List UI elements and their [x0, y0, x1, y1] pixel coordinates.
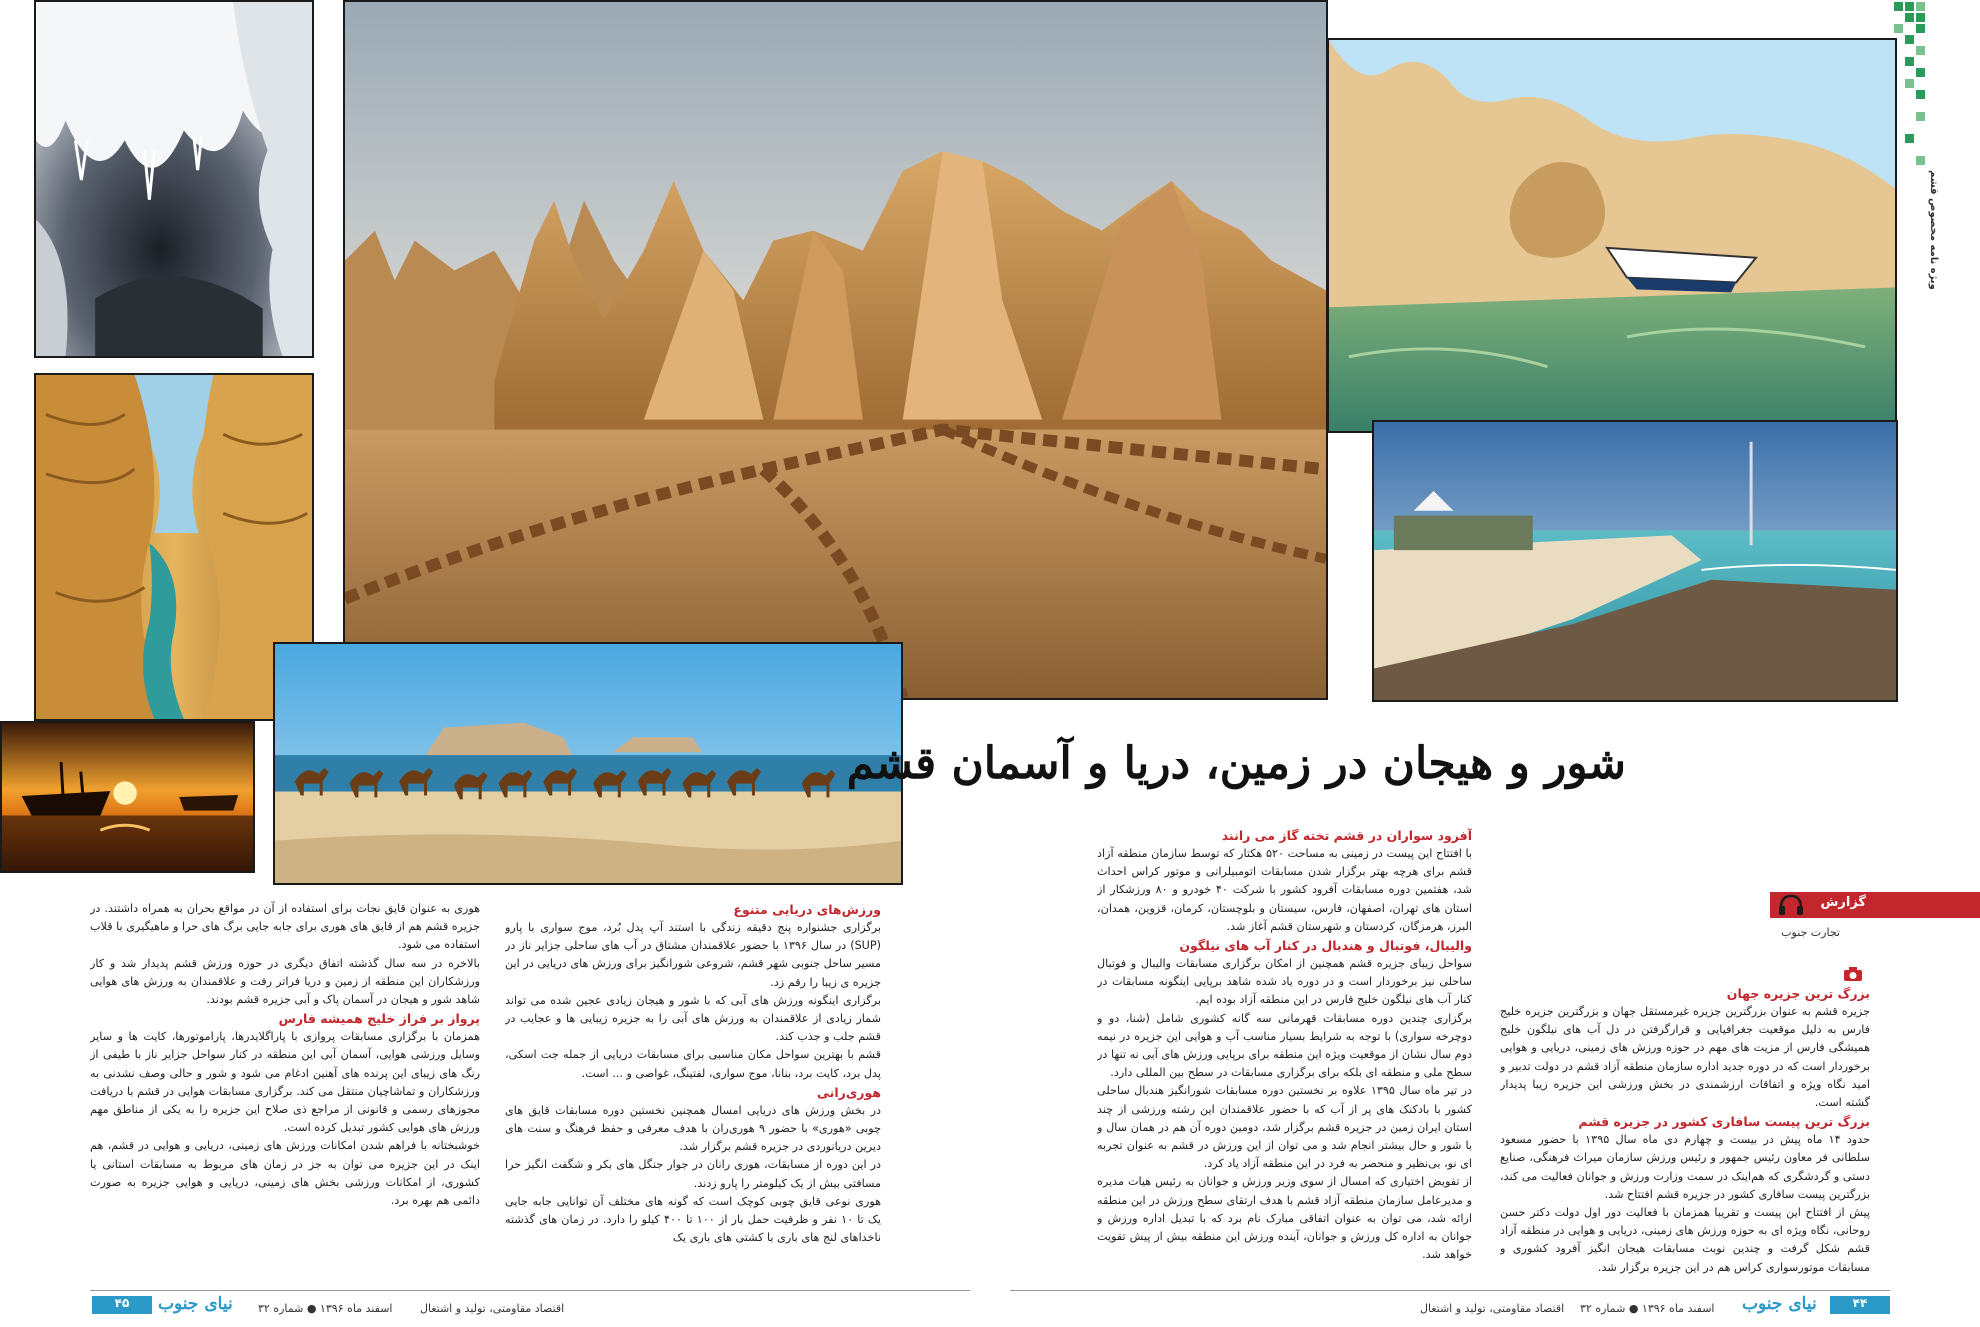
- article-source: تجارت جنوب: [1781, 926, 1840, 939]
- column-2: [1097, 826, 1472, 1284]
- section-header: [1770, 892, 1980, 922]
- paragraph: در تیر ماه سال ۱۳۹۵ علاوه بر نخستین دوره مسابقات شورانگیز هندبال ساحلی کشور با بادکنک های پر از آب که با حضور علاقمندان این رشته ورزشی از چند استان ایران زمین در جزیره قشم برگزار شد، دومین دوره آن هم در همان سال و با شور و حال بیشتر انجام شد و می توان از این ورزش در قشم به عنوان تجربه ای نو، بی‌نظیر و منحصر به فرد در این منطقه آزاد یاد کرد.: [1097, 1084, 1472, 1171]
- photo-shipwreck-sunset: [0, 721, 255, 873]
- paragraph: برگزاری اینگونه ورزش های آبی که با شور و هیجان زیادی عجین شده می تواند شمار زیادی از علاقمندان به ورزش های آبی را به جزیره زیبایی ها و عجایب در قشم جلب و جذب کند.: [505, 993, 881, 1044]
- paragraph: حدود ۱۴ ماه پیش در بیست و چهارم دی ماه سال ۱۳۹۵ با حضور مسعود سلطانی فر معاون رئیس جمهور و رئیس ورزش سازمان میراث فرهنگی، صنایع دستی و گردشگری که هم‌اینک در سمت وزارت ورزش و جوانان فعالیت می کند، بزرگترین پیست سافاری کشور در جزیره قشم افتتاح شد.: [1500, 1133, 1870, 1201]
- subheading: بزرگ ترین پیست سافاری کشور در جزیره قشم: [1578, 1114, 1870, 1130]
- rocky-coast-image: [1329, 40, 1895, 431]
- paragraph: سواحل زیبای جزیره قشم همچنین از امکان برگزاری مسابقات والیبال و فوتبال ساحلی نیز برخوردار است و در دوره یاد شده شاهد برپایی اینگونه مسابقات در کنار آب های نیلگون خلیج فارس در این منطقه آزاد بوده ایم.: [1097, 957, 1472, 1007]
- paragraph: خوشبختانه با فراهم شدن امکانات ورزش های زمینی، دریایی و هوایی در قشم، هم اینک در این جزیره می توان به جز در زمان های مربوط به مسابقات استانی یا کشوری، از امکانات ورزشی بخش های زمینی، دریایی و هوایی جزیره به صورت دائمی هم بهره برد.: [90, 1139, 480, 1208]
- footer-rule-right: [1010, 1290, 1890, 1291]
- paragraph: بالاخره در سه سال گذشته اتفاق دیگری در حوزه ورزش قشم پدیدار شد و کار ورزشکاران این منطقه از زمین و دریا فراتر رفت و علاقمندان به ورزش های هوایی شاهد شور و هیجان در آسمان پاک و آبی جزیره قشم بودند.: [90, 956, 480, 1007]
- subheading: ورزش‌های دریایی متنوع: [733, 902, 881, 917]
- section-label: گزارش: [1820, 895, 1866, 910]
- footer-slogan-right: اقتصاد مقاومتی، تولید و اشتغال: [1420, 1302, 1565, 1315]
- footer-issue-right: اسفند ماه ۱۳۹۶ ● شماره ۳۲: [1580, 1302, 1715, 1315]
- paragraph: برگزاری چندین دوره مسابقات قهرمانی سه گانه کشوری شامل (شنا، دو و دوچرخه سواری) با توجه به شرایط بسیار مناسب آب و هوایی این جزیره در نیمه دوم سال نشان از موقعیت ویژه این منطقه برای برپایی ورزش های آبی نه تنها در سطح ملی و منطقه ای بلکه برای برگزاری مسابقات در سطح بین المللی دارد.: [1097, 1011, 1472, 1080]
- photo-beach-resort: [1372, 420, 1898, 702]
- beach-resort-image: [1374, 422, 1896, 700]
- photo-canyon: [34, 373, 314, 721]
- paragraph: در بخش ورزش های دریایی امسال همچنین نخستین دوره مسابقات قایق های چوبی «هوری» با حضور ۹ هوری‌ران با هدف معرفی و حفظ فرهنگ و سنت های دیرین دریانوردی در جزیره قشم برگزار شد.: [505, 1103, 881, 1154]
- footer-rule-left: [90, 1290, 970, 1291]
- paragraph: همزمان با برگزاری مسابقات پروازی با پاراگلایدرها، پاراموتورها، کایت ها و سایر وسایل ورزشی هوایی، آسمان آبی این منطقه در کنار سواحل جزایر ناز با طیفی از رنگ های زیبای این پرنده های آهنین ادغام می شود و شور و حالی وصف نشدنی به ورزشکاران و تماشاچیان منتقل می کند. برگزاری مسابقات هوایی در قشم با دریافت مجوزهای رسمی و قانونی از مراجع ذی صلاح این جزیره را به یکی از مناطق مهم ورزش های هوایی کشور تبدیل کرده است.: [90, 1030, 480, 1135]
- column-4: [90, 900, 480, 1284]
- subheading: آفرود سواران در قشم تخته گاز می رانند: [1221, 828, 1472, 843]
- headphones-icon: [1778, 893, 1804, 917]
- paragraph: در این دوره از مسابقات، هوری رانان در جوار جنگل های بکر و شگفت انگیز حرا مسافتی بیش از یک کیلومتر را پارو زدند.: [505, 1158, 881, 1190]
- paragraph: جزیره قشم به عنوان بزرگترین جزیره غیرمستقل جهان و بزرگترین جزیره خلیج فارس به دلیل موقعیت جغرافیایی و قرارگرفتن در دل آب های نیلگون خلیج همیشگی فارس از مزیت های مهم در حوزه ورزش های زمینی، دریایی و هوایی برخوردار است که در دوره جدید اداره سازمان منطقه آزاد قشم در دولت تدبیر و امید نگاه ویژه و اتفاقات ارزشمندی در بخش ورزشی این جزیره زیبا پدیدار گشته است.: [1500, 1005, 1870, 1110]
- stars-valley-image: [345, 2, 1326, 698]
- magazine-logo-right: نیای جنوب: [1742, 1294, 1817, 1314]
- shipwreck-image: [2, 723, 253, 871]
- paragraph: برگزاری جشنواره پنج دقیقه زندگی با استند آپ پدل بُرد، موج سواری با پارو (SUP) در سال ۱۳۹۶ با حضور علاقمندان مشتاق در آب های ساحلی جزایر ناز در مسیر ساحل جنوبی شهر قشم، شروعی شورانگیز برای ورزش های دریایی در این جزیره ی زیبا را رقم زد.: [505, 921, 881, 989]
- column-1: [1500, 984, 1870, 1284]
- subheading: هوری‌رانی: [817, 1084, 881, 1100]
- subheading: پرواز بر فراز خلیج همیشه فارس: [278, 1011, 480, 1027]
- article-title: شور و هیجان در زمین، دریا و آسمان قشم: [846, 738, 1626, 789]
- column-3: [505, 900, 881, 1284]
- subheading: بزرگ ترین جزیره جهان: [1726, 986, 1870, 1001]
- paragraph: از تفویض اختیاری که امسال از سوی وزیر ورزش و جوانان به رئیس هیات مدیره و مدیرعامل سازمان منطقه آزاد قشم با هدف ارتقای سطح ورزش در این منطقه ارائه شد، می توان به عنوان اتفاقی مبارک نام برد که با تبدیل اداره ورزش و جوانان به اداره کل ورزش و جوانان، آینده ورزش این منطقه بیش از پیش تقویت خواهد شد.: [1097, 1175, 1472, 1262]
- camera-icon: [1843, 966, 1863, 982]
- footer-issue-left: اسفند ماه ۱۳۹۶ ● شماره ۳۲: [258, 1302, 393, 1315]
- paragraph: پیش از افتتاح این پیست و تقریبا همزمان با فعالیت دور اول دولت دکتر حسن روحانی، نگاه ویژه ای به حوزه ورزش های زمینی، دریایی و هوایی در منطقه آزاد قشم شکل گرفت و چندین نوبت مسابقات هیجان انگیز آفرود کشوری و مسابقات موتورسواری کراس هم در این جزیره برگزار شد.: [1500, 1206, 1870, 1274]
- paragraph: هوری نوعی قایق چوبی کوچک است که گونه های مختلف آن توانایی جابه جایی یک تا ۱۰ نفر و ظرفیت حمل بار از ۱۰۰ تا ۴۰۰ کیلو را دارد. در زمان های گذشته ناخداهای لنج های باری با کشتی های باری یک: [505, 1194, 881, 1245]
- side-label: ویژه نامه مخصوص قشم: [1928, 170, 1939, 290]
- paragraph: با افتتاح این پیست در زمینی به مساحت ۵۲۰ هکتار که توسط سازمان منطقه آزاد قشم برای هرچه بهتر برگزار شدن مسابقات اتومبیلرانی و موتور کراس احداث شد، هفتمین دوره مسابقات آفرود کشور با شرکت ۴۰ خودرو و ۸۰ ورزشکار از استان های تهران، اصفهان، فارس، سیستان و بلوچستان، کرمان، قزوین، همدان، البرز، هرمزگان، کردستان و شهرستان قشم آغاز شد.: [1097, 847, 1472, 933]
- paragraph: قشم با بهترین سواحل مکان مناسبی برای مسابقات دریایی از جمله جت اسکی، پدل برد، کایت برد، بنانا، موج سواری، لفتینگ، غواصی و ... است.: [505, 1048, 881, 1080]
- canyon-image: [36, 375, 312, 719]
- camels-image: [275, 644, 901, 883]
- photo-camels-beach: [273, 642, 903, 885]
- photo-stars-valley: [343, 0, 1328, 700]
- subheading: والیبال، فوتبال و هندبال در کنار آب های نیلگون: [1179, 938, 1472, 954]
- paragraph: هوری به عنوان قایق نجات برای استفاده از آن در مواقع بحران به همراه داشتند. در جزیره قشم هم از قایق های هوری برای جابه جایی برگ های حرا و ماهیگیری با قلاب استفاده می شود.: [90, 902, 480, 952]
- photo-salt-cave: [34, 0, 314, 358]
- salt-cave-image: [36, 2, 312, 356]
- photo-rocky-coast-boat: [1327, 38, 1897, 433]
- footer-slogan-left: اقتصاد مقاومتی، تولید و اشتغال: [420, 1302, 565, 1315]
- magazine-logo-left: نیای جنوب: [158, 1294, 233, 1314]
- page-number-left: ۴۵: [92, 1296, 152, 1314]
- page-number-right: ۴۴: [1830, 1296, 1890, 1314]
